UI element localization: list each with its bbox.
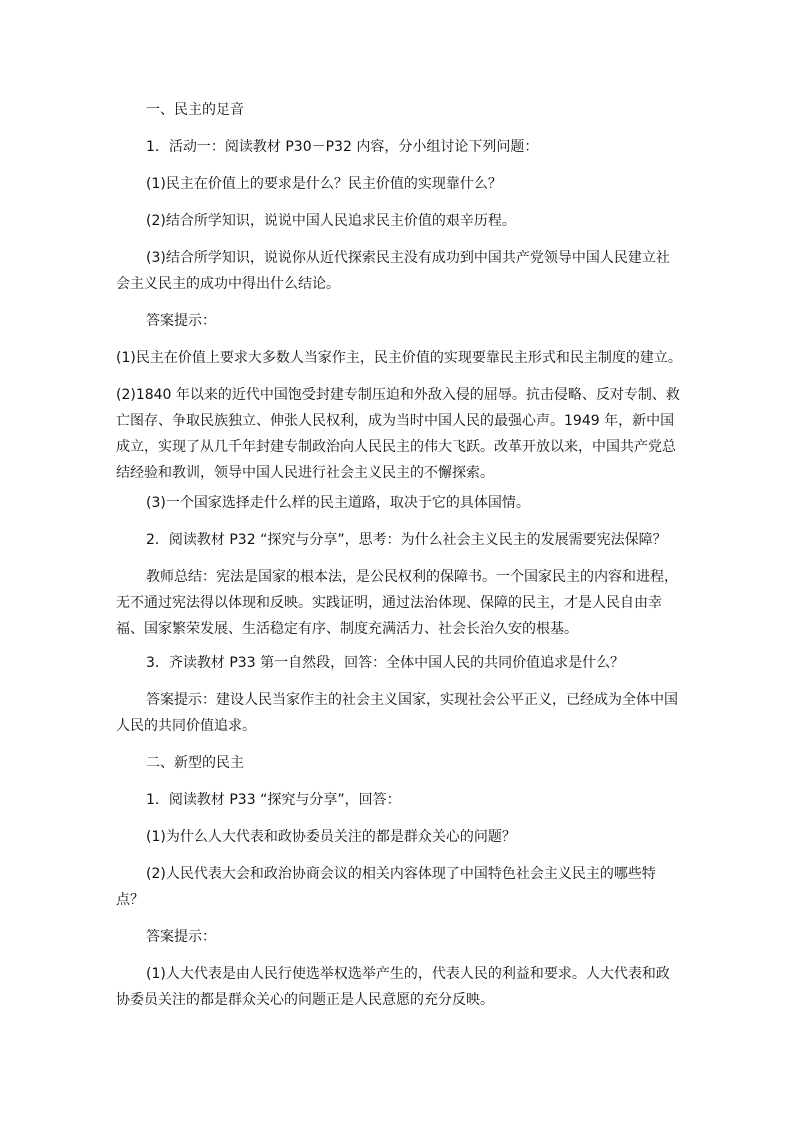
question-1: (1)民主在价值上的要求是什么？民主价值的实现靠什么？ <box>146 176 502 192</box>
answer-3: (3)一个国家选择走什么样的民主道路，取决于它的具体国情。 <box>146 495 530 511</box>
answer-2: (2)1840 年以来的近代中国饱受封建专制压迫和外敌入侵的屈辱。抗击侵略、反对专制、救亡图存、争取民族独立、伸张人民权利，成为当时中国人民的最强心声。1949 年，新中国成立，实现了从几千年封建专制政治向人民民主的伟大飞跃。改革开放以来，中国共产党总结经验和教训，领导中国人民进行社会主义民主的不懈探索。 <box>116 387 680 481</box>
answer-b1: (1)人大代表是由人民行使选举权选举产生的，代表人民的利益和要求。人大代表和政协委员关注的都是群众关心的问题正是人民意愿的充分反映。 <box>116 966 670 1008</box>
activity-2: 2．阅读教材 P32 “探究与分享”，思考：为什么社会主义民主的发展需要宪法保障？ <box>146 532 667 548</box>
activity-3: 3．齐读教材 P33 第一自然段，回答：全体中国人民的共同价值追求是什么？ <box>146 655 625 671</box>
section-heading-1: 一、民主的足音 <box>146 102 244 118</box>
answer-hint-3: 答案提示：建设人民当家作主的社会主义国家，实现社会公平正义，已经成为全体中国人民的共同价值追求。 <box>116 692 678 734</box>
section-heading-2: 二、新型的民主 <box>146 755 244 771</box>
answer-hint-label-2: 答案提示： <box>146 929 216 945</box>
teacher-summary: 教师总结：宪法是国家的根本法，是公民权利的保障书。一个国家民主的内容和进程，无不通过宪法得以体现和反映。实践证明，通过法治体现、保障的民主，才是人民自由幸福、国家繁荣发展、生活稳定有序、制度充满活力、社会长治久安的根基。 <box>116 569 678 637</box>
answer-hint-label: 答案提示： <box>146 313 216 329</box>
question-b1: (1)为什么人大代表和政协委员关注的都是群众关心的问题？ <box>146 829 516 845</box>
activity-1: 1．活动一：阅读教材 P30－P32 内容，分小组讨论下列问题： <box>146 139 539 155</box>
activity-b1: 1．阅读教材 P33 “探究与分享”，回答： <box>146 792 401 808</box>
question-2: (2)结合所学知识，说说中国人民追求民主价值的艰辛历程。 <box>146 213 516 229</box>
question-3: (3)结合所学知识，说说你从近代探索民主没有成功到中国共产党领导中国人民建立社会主义民主的成功中得出什么结论。 <box>116 250 670 292</box>
answer-1: (1)民主在价值上要求大多数人当家作主，民主价值的实现要靠民主形式和民主制度的建立。 <box>116 350 682 366</box>
question-b2: (2)人民代表大会和政治协商会议的相关内容体现了中国特色社会主义民主的哪些特点？ <box>116 866 656 908</box>
